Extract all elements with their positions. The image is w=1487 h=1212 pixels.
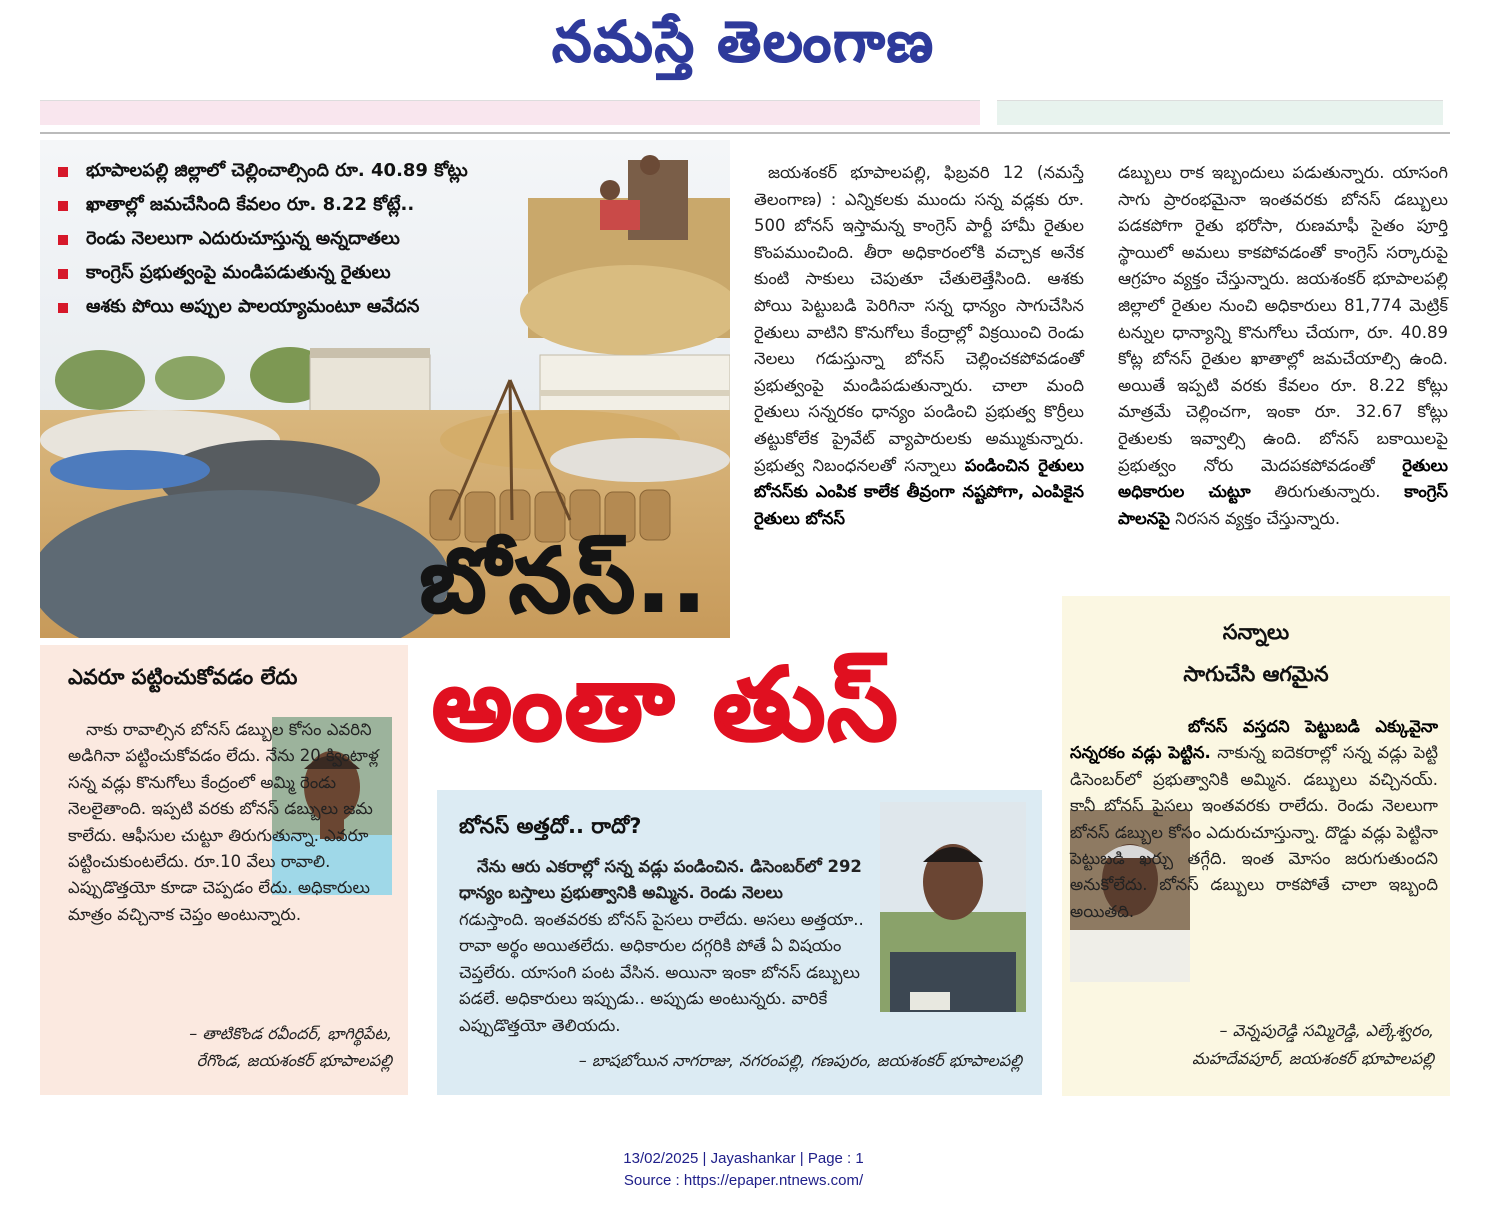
quote-lead: నేను ఆరు ఎకరాల్లో సన్న వడ్లు పండించిన. డిసెంబర్‌లో 292 ధాన్యం బస్తాలు ప్రభుత్వానికి అమ్మిన. రెండు నెలలు: [459, 857, 862, 903]
bullet-item: రెండు నెలలుగా ఎదురుచూస్తున్న అన్నదాతలు: [58, 223, 538, 257]
quote-box-middle: [437, 790, 1042, 1095]
top-strip-right: [997, 100, 1443, 125]
highlight-bullets: [58, 155, 538, 325]
page-footer: [0, 1148, 1487, 1192]
article-column-2: [1118, 160, 1448, 532]
article-column-1: [754, 160, 1084, 532]
bullet-item: ఖాతాల్లో జమచేసింది కేవలం రూ. 8.22 కోట్లే..: [58, 189, 538, 223]
bullet-square-icon: [58, 303, 68, 313]
quote-title: ఎవరూ పట్టించుకోవడం లేదు: [68, 665, 298, 689]
bullet-square-icon: [58, 167, 68, 177]
quote-text-bold: బోనస్ వస్తదని పెట్టుబడి ఎక్కువైనా సన్నరకం వడ్లు పెట్టిన.: [1070, 717, 1438, 763]
bullet-square-icon: [58, 201, 68, 211]
bullet-item: కాంగ్రెస్ ప్రభుత్వంపై మండిపడుతున్న రైతులు: [58, 257, 538, 291]
article-text: తిరుగుతున్నారు.: [1250, 482, 1381, 502]
quote-signature: రేగొండ, జయశంకర్ భూపాలపల్లి: [196, 1051, 392, 1070]
quote-signature: – వెన్నపురెడ్డి సమ్మిరెడ్డి, ఎల్కేశ్వరం,: [1219, 1021, 1434, 1040]
farmer-portrait: [880, 802, 1026, 1012]
newspaper-masthead: నమస్తే తెలంగాణ: [552, 10, 935, 75]
article-text: నిరసన వ్యక్తం చేస్తున్నారు.: [1170, 508, 1341, 528]
quote-title: సన్నాలు: [1222, 620, 1290, 644]
bullet-item: ఆశకు పోయి అప్పుల పాలయ్యామంటూ ఆవేదన: [58, 291, 538, 325]
article-text-bold: రైతులు అధికారుల చుట్టూ: [1118, 455, 1449, 502]
quote-text: [1070, 714, 1438, 925]
article-text-bold: కాంగ్రెస్ పాలనపై: [1118, 482, 1448, 528]
quote-title: బోనస్ అత్తదో.. రాదో?: [459, 814, 642, 838]
quote-signature: – తాటికొండ రవీందర్, భాగిర్థిపేట,: [189, 1024, 392, 1043]
quote-signature: మహదేవపూర్, జయశంకర్ భూపాలపల్లి: [1192, 1049, 1434, 1068]
article-text-bold: పండించిన రైతులు బోనస్‌కు ఎంపిక కాలేక తీవ్రంగా నష్టపోగా, ఎంపికైన రైతులు బోనస్: [754, 455, 1084, 528]
quote-box-left: [40, 645, 408, 1095]
headline-line-1: బోనస్..: [420, 529, 708, 632]
article-text: జయశంకర్ భూపాలపల్లి, ఫిబ్రవరి 12 (నమస్తే తెలంగాణ) : ఎన్నికలకు ముందు సన్న వడ్లకు రూ. 500 బోనస్ ఇస్తామన్న కాంగ్రెస్ పార్టీ హామీ రైతుల కొంపముంచింది. తీరా అధికారంలోకి వచ్చాక అనేక కుంటి సాకులు చెపుతూ చేతులెత్తేసింది. ఆశకు పోయి పెట్టుబడి పెరిగినా సన్న ధాన్యం సాగుచేసిన రైతులు వాటిని కొనుగోలు కేంద్రాల్లో విక్రయించి రెండు నెలలు గడుస్తున్నా బోనస్ చెల్లించకపోవడంతో ప్రభుత్వంపై మండిపడుతున్నారు. చాలా మంది రైతులు సన్నరకం ధాన్యం పండించి ప్రభుత్వ కొర్రీలు తట్టుకోలేక ప్రైవేట్ వ్యాపారులకు అమ్ముకున్నారు. ప్రభుత్వ నిబంధనలతో సన్నాలు: [754, 163, 1084, 475]
article-text: డబ్బులు రాక ఇబ్బందులు పడుతున్నారు. యాసంగి సాగు ప్రారంభమైనా ఇంతవరకు బోనస్ డబ్బులు పడకపోగా రైతు భరోసా, రుణమాఫీ సైతం పూర్తి స్థాయిలో అమలు కాకపోవడంతో కాంగ్రెస్ సర్కారుపై ఆగ్రహం వ్యక్తం చేస్తున్నారు. జయశంకర్ భూపాలపల్లి జిల్లాలో రైతుల నుంచి అధికారులు 81,774 మెట్రిక్ టన్నుల ధాన్యాన్ని కొనుగోలు చేయగా, రూ. 40.89 కోట్ల బోనస్ రైతుల ఖాతాల్లో జమచేయాల్సి ఉంది. అయితే ఇప్పటి వరకు కేవలం రూ. 8.22 కోట్లు మాత్రమే చెల్లించగా, ఇంకా రూ. 32.67 కోట్లు రైతులకు ఇవ్వాల్సి ఉంది. బోనస్ బకాయిలపై ప్రభుత్వం నోరు మెదపకపోవడంతో: [1118, 163, 1448, 475]
quote-text: గడుస్తాంది. ఇంతవరకు బోనస్ పైసలు రాలేదు. అసలు అత్తయా.. రావా అర్థం అయితలేదు. అధికారుల దగ్గరికి పోతే ఏ విషయం చెప్తలేరు. యాసంగి పంట వేసిన. అయినా ఇంకా బోనస్ డబ్బులు పడలే. అధికారులు ఇప్పుడు.. అప్పుడు అంటున్నరు. వారికే ఎప్పుడొత్తయో తెలియదు.: [459, 910, 864, 1035]
footer-date-edition: 13/02/2025 | Jayashankar | Page : 1: [623, 1150, 864, 1167]
divider-rule: [40, 132, 1450, 134]
quote-subtitle: సాగుచేసి ఆగమైన: [1183, 662, 1329, 686]
bullet-square-icon: [58, 269, 68, 279]
quote-signature: – బాషబోయిన నాగరాజు, నగరంపల్లి, గణపురం, జయశంకర్ భూపాలపల్లి: [578, 1051, 1022, 1070]
quote-box-right: [1062, 596, 1450, 1096]
headline-line-2: అంతా తుస్: [432, 646, 900, 763]
top-strip-left: [40, 100, 980, 125]
footer-source: Source : https://epaper.ntnews.com/: [623, 1172, 864, 1189]
quote-text: నాకు రావాల్సిన బోనస్ డబ్బుల కోసం ఎవరిని అడిగినా పట్టించుకోవడం లేదు. నేను 20 క్వింటాళ్ల సన్న వడ్లు కొనుగోలు కేంద్రంలో అమ్మి రెండు నెలలైతాంది. ఇప్పటి వరకు బోనస్ డబ్బులు జమ కాలేదు. ఆఫీసుల చుట్టూ తిరుగుతున్నా. ఎవరూ పట్టించుకుంటలేదు. రూ.10 వేలు రావాలి. ఎప్పుడొత్తయో కూడా చెప్పడం లేదు. అధికారులు మాత్రం వచ్చినాక చెప్తం అంటున్నారు.: [68, 720, 379, 924]
quote-text-rest: నాకున్న ఐదెకరాల్లో సన్న వడ్లు పెట్టి డిసెంబర్‌లో ప్రభుత్వానికి అమ్మిన. డబ్బులు వచ్చినయ్. కానీ బోనస్ పైసలు ఇంతవరకు రాలేదు. రెండు నెలలుగా బోనస్ డబ్బుల కోసం ఎదురుచూస్తున్నా. దొడ్డు వడ్లు పెట్టినా పెట్టుబడి ఖర్చు తగ్గేది. ఇంత మోసం జరుగుతుందని అనుకోలేదు. బోనస్ డబ్బులు రాకపోతే చాలా ఇబ్బంది అయితది.: [1070, 743, 1438, 921]
bullet-item: భూపాలపల్లి జిల్లాలో చెల్లించాల్సింది రూ. 40.89 కోట్లు: [58, 155, 538, 189]
bullet-square-icon: [58, 235, 68, 245]
